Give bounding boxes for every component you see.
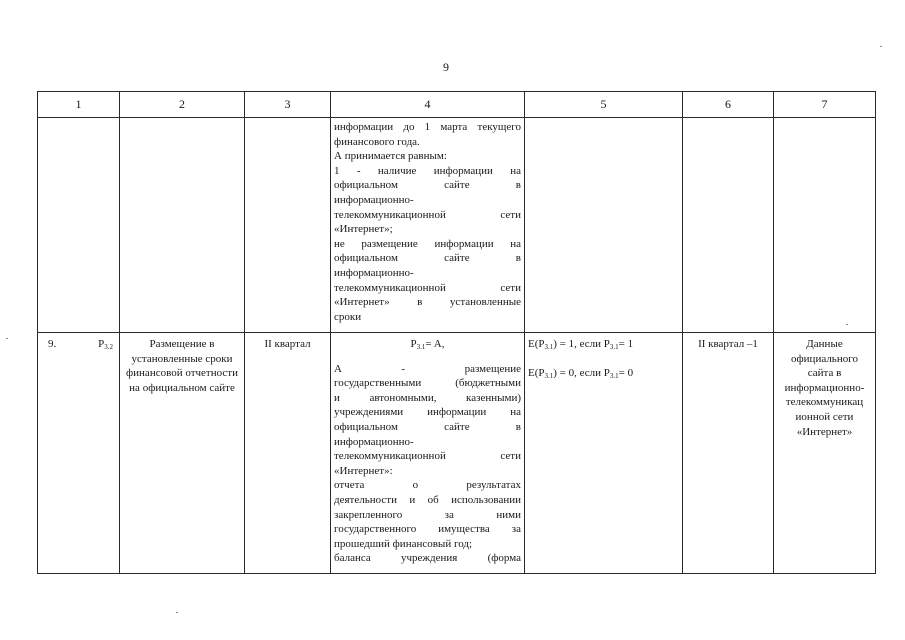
table-header-row [38,92,876,118]
text-line: А принимается равным: [334,150,447,163]
text-line: официальном сайте в [334,179,521,192]
indicators-table [37,91,876,574]
indicator-code: $P_{3.2}$ [98,338,113,351]
header-cell: 1 [38,92,120,118]
header-cell: 3 [245,92,331,118]
empty-cell [120,118,245,333]
table-row [38,333,876,574]
text-line: информации до 1 марта текущего [334,121,521,133]
text-line: телекоммуникационной сети [334,208,521,221]
empty-cell [525,118,683,333]
formula: $P_{3.1}= A$, [410,338,445,351]
empty-cell [683,118,774,333]
deadline-cell: II квартал –1 [683,333,774,574]
text-line: «Интернет»: [334,464,393,477]
table-row [38,118,876,333]
text-line: государственными (бюджетными [334,377,521,390]
scan-speck [880,46,882,47]
row-number-cell [38,333,120,574]
page-number: 9 [443,60,449,74]
source-cell: Данные официального сайта в информационно-телекоммуникац ионной сети «Интернет» [774,333,876,574]
text-line: прошедший финансовый год; [334,537,473,550]
indicator-name: Размещение в установленные сроки финансовой отчетности на официальном сайте [120,333,245,574]
header-cell: 5 [525,92,683,118]
text-line: информационно- [334,193,414,206]
text-line: «Интернет»; [334,223,393,236]
row-number: 9. [48,338,57,350]
evaluation-rule: $E(P_{3.1}) = 1$, если $P_{3.1}= 1$ [528,338,634,351]
text-line: баланса учреждения (форма [334,552,521,565]
text-line: «Интернет» в установленные [334,296,521,309]
empty-cell [774,118,876,333]
text-line: учреждениями информации на [334,406,521,419]
empty-cell [38,118,120,333]
header-cell: 4 [331,92,525,118]
text-line: А - размещение [334,362,521,375]
text-line: телекоммуникационной сети [334,281,521,294]
description-cell [331,333,525,574]
header-cell: 2 [120,92,245,118]
text-line: официальном сайте в [334,420,521,433]
period-cell: II квартал [245,333,331,574]
text-line: информационно- [334,435,414,448]
scan-speck [846,324,848,325]
header-cell: 7 [774,92,876,118]
scan-speck [6,338,8,339]
text-line: 1 - наличие информации на [334,164,521,177]
text-line: отчета о результатах [334,479,521,492]
text-line: не размещение информации на [334,237,521,250]
description-cell [331,118,525,333]
text-line: официальном сайте в [334,252,521,265]
scan-speck [176,612,178,613]
empty-cell [245,118,331,333]
text-line: государственного имущества за [334,523,521,536]
text-line: финансового года. [334,135,420,148]
text-line: и автономными, казенными) [334,391,521,404]
text-line: телекоммуникационной сети [334,450,521,463]
evaluation-rule: $E(P_{3.1}) = 0$, если $P_{3.1}= 0$ [528,366,634,380]
header-cell: 6 [683,92,774,118]
text-line: закрепленного за ними [334,508,521,521]
text-line: деятельности и об использовании [334,493,521,506]
text-line: информационно- [334,266,414,279]
evaluation-cell [525,333,683,574]
text-line: сроки [334,310,362,323]
